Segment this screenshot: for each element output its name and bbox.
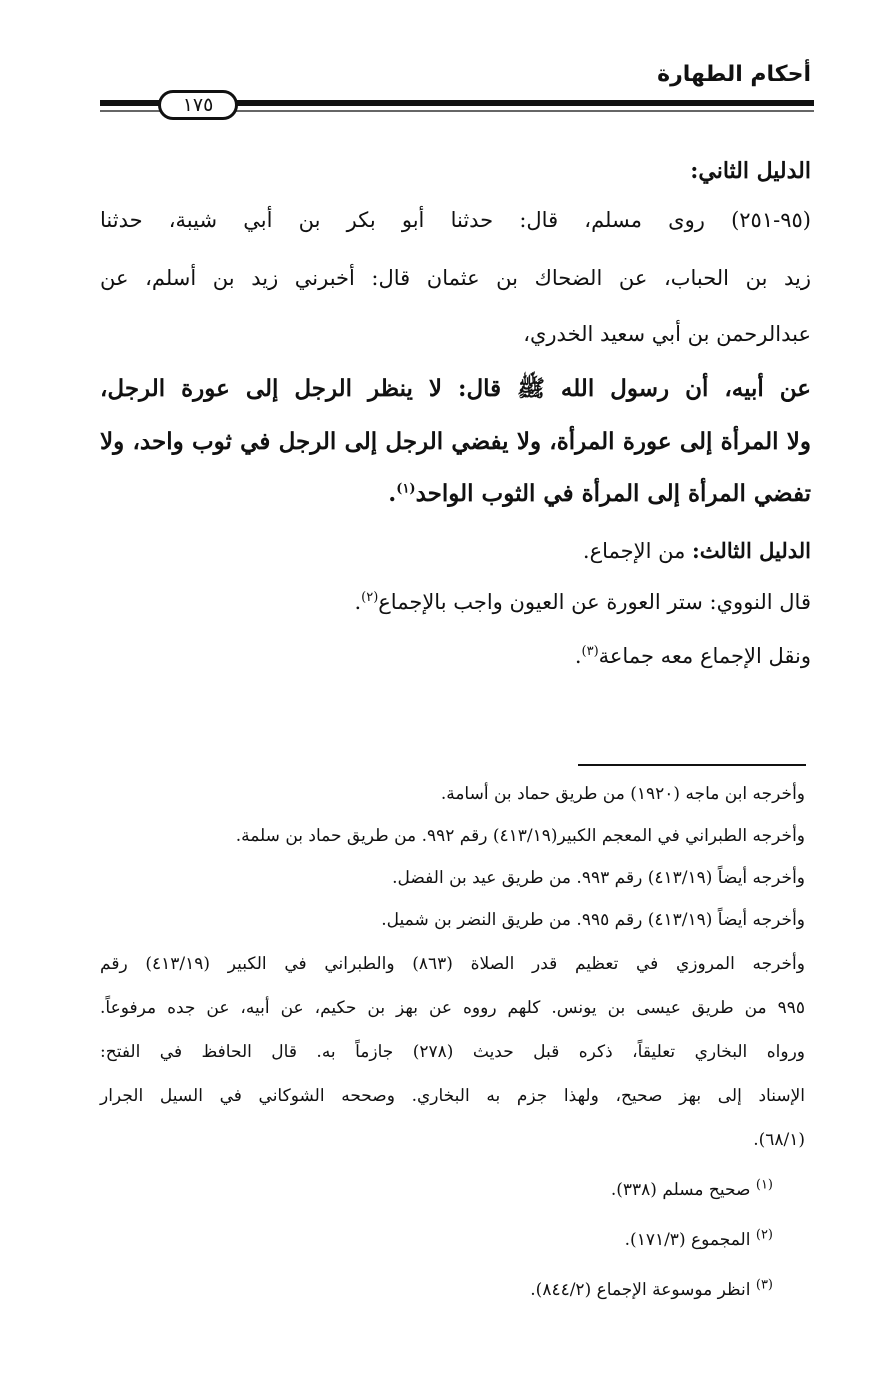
hadith-line: ولا المرأة إلى عورة المرأة، ولا يفضي الرجل إلى الرجل في ثوب واحد، ولا [100,428,811,455]
footnote-text: صحيح مسلم (٣٣٨). [610,1180,751,1200]
footnote-line: وأخرجه ابن ماجه (١٩٢٠) من طريق حماد بن أسامة. [440,784,805,804]
footnote-line: وأخرجه أيضاً (٤١٣/١٩) رقم ٩٩٥. من طريق النضر بن شميل. [381,910,805,930]
period: . [388,480,397,507]
section-heading-third-evidence [583,538,811,563]
footnote-line: ٩٩٥ من طريق عيسى بن يونس. كلهم رووه عن بهز بن حكيم، عن أبيه، عن جده مرفوعاً. [100,998,805,1018]
footnote-line: الإسناد إلى بهز صحيح، ولهذا جزم به البخاري. وصححه الشوكاني في السيل الجرار [100,1086,805,1106]
footnote-ref: (٣) [581,644,599,659]
section-heading-second-evidence: الدليل الثاني: [690,158,811,184]
footnote-line: وأخرجه أيضاً (٤١٣/١٩) رقم ٩٩٣. من طريق عيد بن الفضل. [392,868,805,888]
period: . [574,644,582,668]
ijma-line [575,644,811,668]
footnote-number: (١) [755,1177,773,1193]
hadith-text: تفضي المرأة إلى المرأة في الثوب الواحد [415,480,811,507]
footnote-3 [530,1277,773,1300]
ijma-text: ونقل الإجماع معه جماعة [598,644,811,668]
period: . [354,590,362,614]
footnote-line: وأخرجه المروزي في تعظيم قدر الصلاة (٨٦٣) والطبراني في الكبير (٤١٣/١٩) رقم [100,954,805,974]
footnote-ref: (٢) [361,590,379,605]
body-line: (٩٥-٢٥١) روى مسلم، قال: حدثنا أبو بكر بن أبي شيبة، حدثنا [100,208,811,232]
footnote-2 [624,1227,773,1250]
page-number: ١٧٥ [158,90,238,120]
running-title: أحكام الطهارة [657,62,811,87]
body-line: عبدالرحمن بن أبي سعيد الخدري، [523,322,811,346]
footnote-line: ورواه البخاري تعليقاً، ذكره قبل حديث (٢٧٨) جازماً به. قال الحافظ في الفتح: [100,1042,805,1062]
heading-text: من الإجماع. [582,539,686,563]
footnote-separator [578,764,806,766]
footnote-ref: (١) [396,481,416,497]
footnote-line: (٦٨/١). [753,1130,805,1150]
footnote-number: (٢) [755,1227,773,1243]
hadith-line: عن أبيه، أن رسول الله ﷺ قال: لا ينظر الرجل إلى عورة الرجل، [100,375,811,402]
hadith-line-last [388,480,811,507]
footnote-line: وأخرجه الطبراني في المعجم الكبير(٤١٣/١٩) رقم ٩٩٢. من طريق حماد بن سلمة. [235,826,805,846]
heading-label: الدليل الثالث: [692,538,811,563]
body-line: زيد بن الحباب، عن الضحاك بن عثمان قال: أخبرني زيد بن أسلم، عن [100,266,811,290]
nawawi-quote [354,590,811,614]
footnote-1 [610,1177,773,1200]
footnote-number: (٣) [755,1277,773,1293]
footnote-text: انظر موسوعة الإجماع (٨٤٤/٢). [530,1280,751,1300]
quote-text: قال النووي: ستر العورة عن العيون واجب بالإجماع [378,590,811,614]
footnote-text: المجموع (١٧١/٣). [624,1230,751,1250]
